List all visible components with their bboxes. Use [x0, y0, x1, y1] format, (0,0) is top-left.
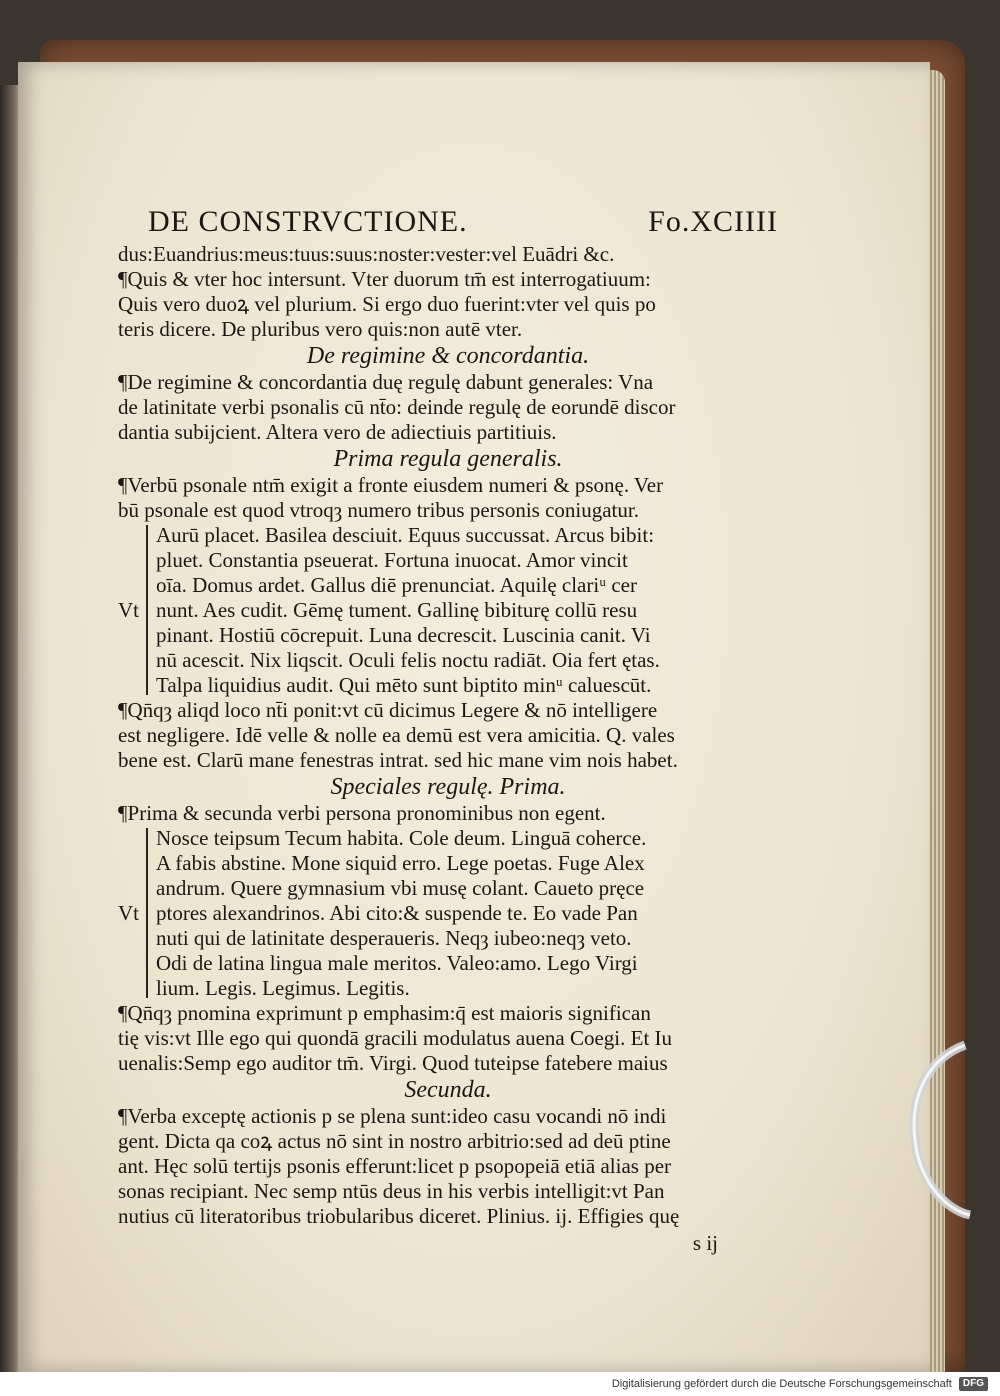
paragraph-b [118, 370, 778, 445]
text-line: nutius cū literatoribus triobularibus diceret. Plinius. ij. Effigies quę [118, 1204, 680, 1228]
text-line: sonas recipiant. Nec semp ntūs deus in his verbis intelligit:vt Pan [118, 1179, 665, 1203]
text-line: dus:Euandrius:meus:tuus:suus:noster:vester:vel Euādri &c. [118, 242, 615, 266]
example-line: lium. Legis. Legimus. Legitis. [156, 976, 410, 1000]
running-head: DE CONSTRVCTIONE. [148, 205, 468, 238]
example-line [118, 598, 778, 623]
example-line [118, 901, 778, 926]
example-text: nunt. Aes cudit. Gēmę tument. Gallinę bibiturę collū resu [156, 598, 638, 622]
text-line: ¶Qn̄qȝ aliqd loco nt̄i ponit:vt cū dicimus Legere & nō intelligere [118, 698, 658, 722]
text-line: teris dicere. De pluribus vero quis:non autē vter. [118, 317, 523, 341]
section-heading: Speciales regulę. Prima. [330, 774, 566, 800]
example-line: nū acescit. Nix liqscit. Oculi felis noctu radiāt. Oia fert ętas. [156, 648, 660, 672]
example-group-2 [118, 826, 778, 1001]
text-line: ¶Quis & vter hoc intersunt. Vter duorum tm̄ est interrogatiuum: [118, 267, 651, 291]
example-line: pinant. Hostiū cōcrepuit. Luna decrescit. Luscinia canit. Vi [156, 623, 651, 647]
text-block [118, 202, 778, 1257]
example-line: Talpa liquidius audit. Qui mēto sunt biptito minᵘ caluescūt. [156, 673, 652, 697]
text-line: ¶Verbū psonale ntm̄ exigit a fronte eiusdem numeri & psonę. Ver [118, 473, 664, 497]
example-group-1 [118, 523, 778, 698]
section-heading: Prima regula generalis. [333, 446, 563, 472]
paragraph-d [118, 698, 778, 773]
text-line: bū psonale est quod vtroqȝ numero tribus personis coniugatur. [118, 498, 639, 522]
text-line: de latinitate verbi psonalis cū nt̄o: deinde regulę de eorundē discor [118, 395, 676, 419]
paragraph-e [118, 801, 778, 826]
book-page [18, 62, 930, 1372]
example-line: andrum. Quere gymnasium vbi musę colant. Caueto pręce [156, 876, 645, 900]
text-line: ant. Hęc solū tertijs psonis efferunt:licet p psopopeiā etiā alias per [118, 1154, 672, 1178]
example-line: nuti qui de latinitate desperaueris. Neqȝ iubeo:neqȝ veto. [156, 926, 632, 950]
text-line: ¶De regimine & concordantia duę regulę dabunt generales: Vna [118, 370, 654, 394]
example-line: Odi de latina lingua male meritos. Valeo:amo. Lego Virgi [156, 951, 638, 975]
example-marker: Vt [118, 901, 139, 925]
funding-credit: Digitalisierung gefördert durch die Deutsche Forschungsgemeinschaft [611, 1378, 952, 1390]
text-line: tię vis:vt Ille ego qui quondā gracili modulatus auena Coegi. Et Iu [118, 1026, 673, 1050]
text-line: est negligere. Idē velle & nolle ea demū est vera amicitia. Q. vales [118, 723, 675, 747]
example-text: ptores alexandrinos. Abi cito:& suspende te. Eo vade Pan [156, 901, 638, 925]
section-heading: Secunda. [404, 1077, 492, 1103]
paragraph-a [118, 242, 778, 342]
folio-number: Fo.XCIIII [648, 205, 778, 238]
running-head-line [118, 202, 778, 242]
paragraph-f [118, 1001, 778, 1076]
page-clip-icon [905, 1040, 975, 1220]
example-line: A fabis abstine. Mone siquid erro. Lege poetas. Fuge Alex [156, 851, 645, 875]
text-line: Quis vero duoꝝ vel plurium. Si ergo duo fuerint:vter vel quis po [118, 292, 656, 316]
text-line: gent. Dicta qa coꝝ actus nō sint in nostro arbitrio:sed ad deū ptine [118, 1129, 671, 1153]
text-line: bene est. Clarū mane fenestras intrat. sed hic mane vim nois habet. [118, 748, 678, 772]
text-line: uenalis:Semp ego auditor tm̄. Virgi. Quod tuteipse fatebere maius [118, 1051, 668, 1075]
example-line: Nosce teipsum Tecum habita. Cole deum. Linguā coherce. [156, 826, 647, 850]
example-line: oīa. Domus ardet. Gallus diē prenunciat. Aquilę clariᵘ cer [156, 573, 637, 597]
text-line: dantia subijcient. Altera vero de adiectiuis partitiuis. [118, 420, 557, 444]
text-line: ¶Qn̄qȝ pnomina exprimunt p emphasim:q̄ est maioris significan [118, 1001, 651, 1025]
example-line: Aurū placet. Basilea desciuit. Equus succussat. Arcus bibit: [156, 523, 655, 547]
text-line: ¶Verba exceptę actionis p se plena sunt:ideo casu vocandi nō indi [118, 1104, 667, 1128]
paragraph-g [118, 1104, 778, 1229]
signature-mark: s ij [692, 1231, 718, 1255]
footer-credit [0, 1372, 1000, 1396]
dfg-logo: DFG [959, 1377, 988, 1391]
section-heading: De regimine & concordantia. [306, 343, 590, 369]
example-marker: Vt [118, 598, 139, 622]
text-line: ¶Prima & secunda verbi persona pronominibus non egent. [118, 801, 606, 825]
example-line: pluet. Constantia pseuerat. Fortuna inuocat. Amor vincit [156, 548, 628, 572]
paragraph-c [118, 473, 778, 523]
